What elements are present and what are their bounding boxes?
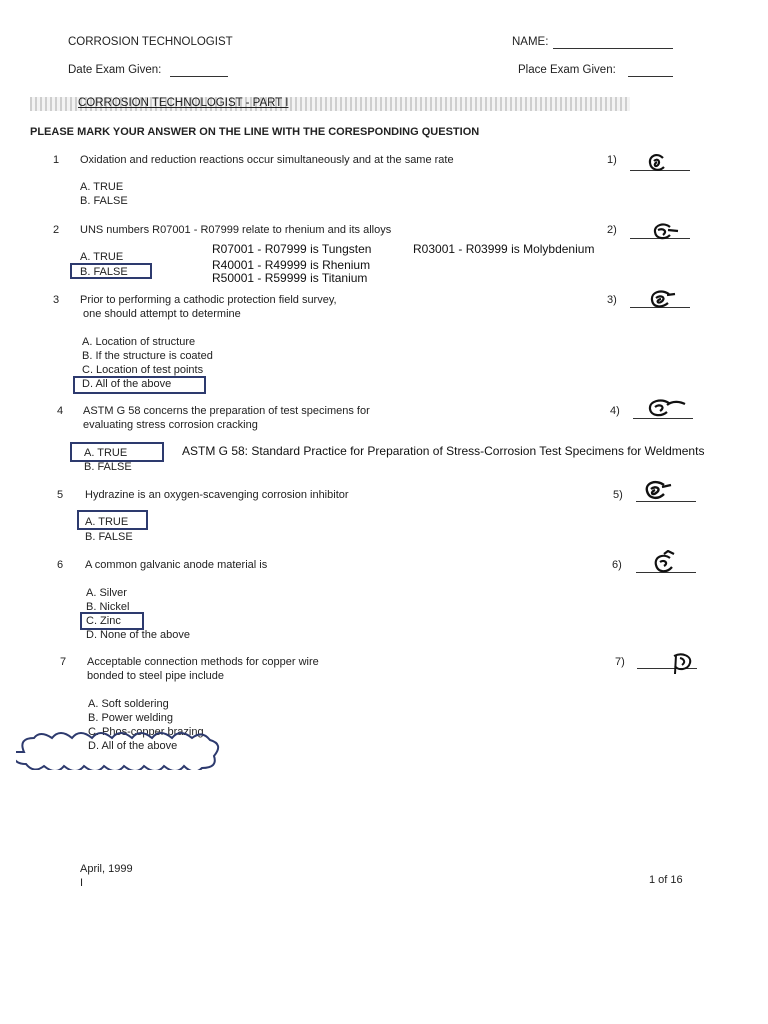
- question-number: 3: [53, 294, 60, 306]
- option-b: B. FALSE: [85, 531, 133, 543]
- option-b: B. Nickel: [86, 601, 130, 613]
- question-text: Acceptable connection methods for copper wire: [87, 656, 319, 668]
- question-text: evaluating stress corrosion cracking: [83, 419, 258, 431]
- answer-label: 4): [610, 405, 620, 417]
- footer-date: April, 1999: [80, 863, 133, 875]
- handwritten-answer-d: [647, 289, 677, 313]
- annotation-tungsten: R07001 - R07999 is Tungsten: [212, 242, 372, 256]
- date-line: [170, 76, 228, 77]
- question-number: 2: [53, 224, 60, 236]
- answer-label: 1): [607, 154, 617, 166]
- selected-answer-box: [70, 263, 152, 279]
- answer-label: 3): [607, 294, 617, 306]
- annotation-rhenium: R40001 - R49999 is Rhenium: [212, 258, 371, 272]
- handwritten-answer-b: [650, 222, 680, 244]
- option-b: B. FALSE: [84, 461, 132, 473]
- annotation-astm: ASTM G 58: Standard Practice for Preparation of Stress-Corrosion Test Specimens for Weldments: [182, 444, 705, 458]
- question-number: 7: [60, 656, 67, 668]
- option-a: A. TRUE: [80, 181, 124, 193]
- option-b: B. If the structure is coated: [82, 350, 213, 362]
- annotation-titanium: R50001 - R59999 is Titanium: [212, 271, 368, 285]
- date-label: Date Exam Given:: [68, 64, 162, 76]
- question-text: A common galvanic anode material is: [85, 559, 268, 571]
- answer-label: 7): [615, 656, 625, 668]
- instruction: PLEASE MARK YOUR ANSWER ON THE LINE WITH THE CORESPONDING QUESTION: [30, 126, 480, 138]
- name-label: NAME:: [512, 36, 549, 48]
- name-line: [553, 48, 673, 49]
- question-number: 1: [53, 154, 60, 166]
- question-text: Hydrazine is an oxygen-scavenging corrosion inhibitor: [85, 489, 349, 501]
- question-number: 4: [57, 405, 64, 417]
- selected-answer-box: [70, 442, 164, 462]
- footer-mark: I: [80, 877, 84, 889]
- option-b: B. FALSE: [80, 266, 128, 278]
- annotation-molybdenum: R03001 - R03999 is Molybdenium: [413, 242, 595, 256]
- question-text: UNS numbers R07001 - R07999 relate to rhenium and its alloys: [80, 224, 392, 236]
- option-b: B. Power welding: [88, 712, 173, 724]
- option-d: D. None of the above: [86, 629, 190, 641]
- handwritten-answer-a: [645, 398, 687, 420]
- answer-label: 2): [607, 224, 617, 236]
- handwritten-answer-d: [666, 650, 696, 676]
- question-text: ASTM G 58 concerns the preparation of test specimens for: [83, 405, 370, 417]
- handwritten-answer-b: [645, 152, 671, 176]
- option-b: B. FALSE: [80, 195, 128, 207]
- exam-title: CORROSION TECHNOLOGIST: [68, 36, 233, 48]
- option-c: C. Phos-copper brazing: [88, 726, 204, 738]
- option-a: A. TRUE: [84, 447, 128, 459]
- question-number: 6: [57, 559, 64, 571]
- question-text: Prior to performing a cathodic protection field survey,: [80, 294, 337, 306]
- option-a: A. TRUE: [85, 516, 129, 528]
- option-c: C. Zinc: [86, 615, 121, 627]
- option-a: A. Location of structure: [82, 336, 196, 348]
- selected-answer-box: [73, 376, 206, 394]
- page-number: 1 of 16: [649, 874, 683, 886]
- place-line: [628, 76, 673, 77]
- section-title: CORROSION TECHNOLOGIST - PART I: [78, 97, 289, 109]
- option-c: C. Location of test points: [82, 364, 204, 376]
- option-a: A. Soft soldering: [88, 698, 169, 710]
- question-number: 5: [57, 489, 64, 501]
- selected-answer-box: [80, 612, 144, 630]
- question-text: Oxidation and reduction reactions occur simultaneously and at the same rate: [80, 154, 454, 166]
- option-d: D. All of the above: [82, 378, 172, 390]
- cloud-highlight-shape: [16, 730, 262, 770]
- answer-label: 5): [613, 489, 623, 501]
- handwritten-answer-a: [642, 479, 674, 505]
- option-a: A. TRUE: [80, 251, 124, 263]
- question-text: bonded to steel pipe include: [87, 670, 224, 682]
- option-a: A. Silver: [86, 587, 127, 599]
- selected-answer-box: [77, 510, 148, 530]
- handwritten-answer-c: [650, 550, 680, 578]
- option-d: D. All of the above: [88, 740, 178, 752]
- place-label: Place Exam Given:: [518, 64, 616, 76]
- answer-label: 6): [612, 559, 622, 571]
- question-text: one should attempt to determine: [83, 308, 241, 320]
